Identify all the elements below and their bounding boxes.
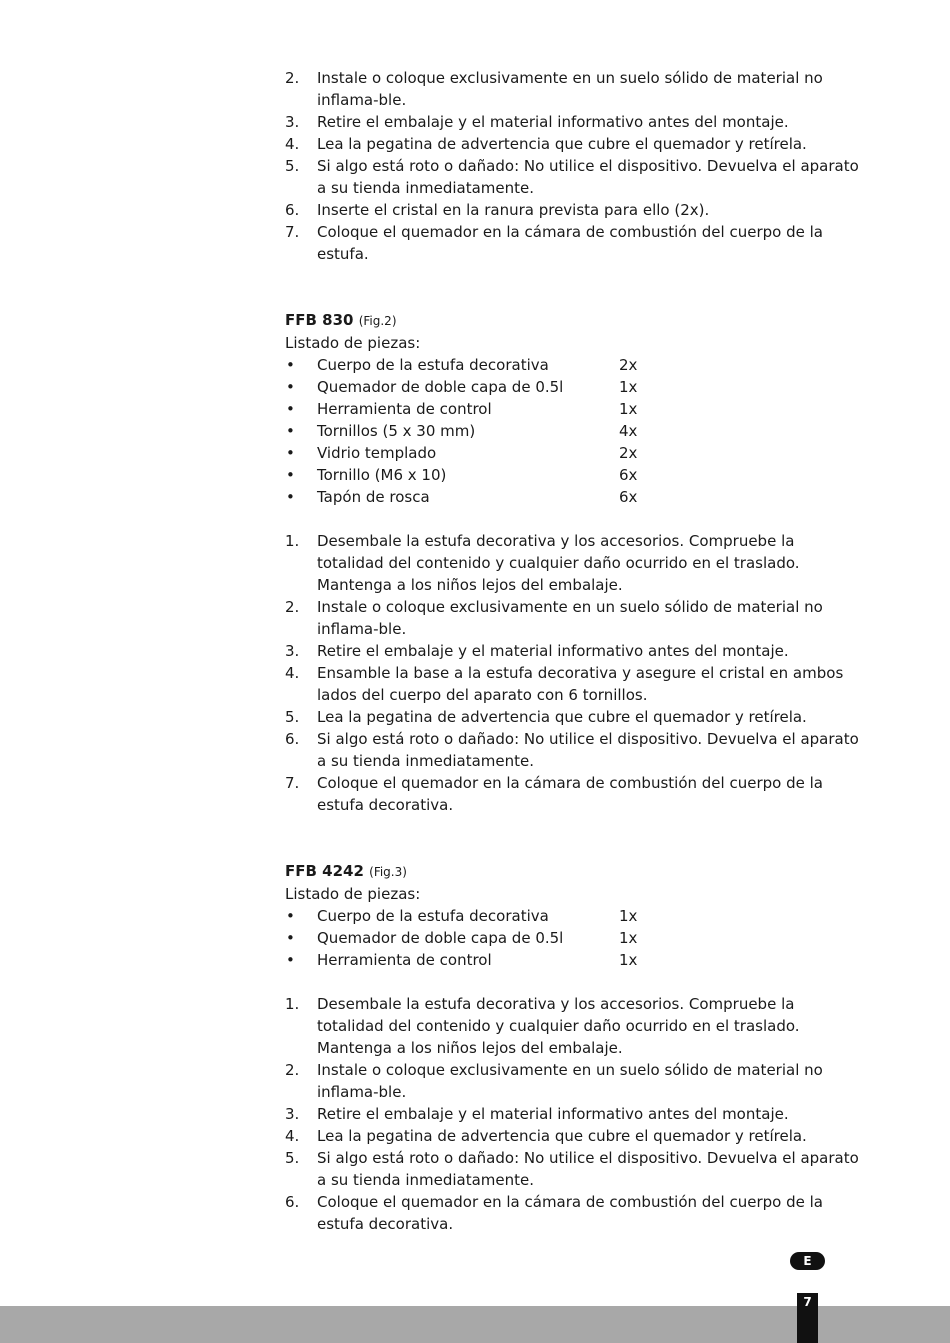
part-name: Quemador de doble capa de 0.5l [317, 929, 564, 947]
list-item [285, 111, 865, 133]
list-item [285, 772, 865, 816]
list-item [285, 376, 865, 398]
part-name: Herramienta de control [317, 951, 492, 969]
parts-list-label: Listado de piezas: [285, 885, 421, 903]
step-number: 5. [285, 1149, 300, 1167]
list-item [285, 199, 865, 221]
page-content [285, 67, 865, 1235]
list-item [285, 706, 865, 728]
step-text: Si algo está roto o dañado: No utilice el dispositivo. Devuelva el aparato a su tienda inmediatamente. [317, 730, 859, 770]
step-number: 2. [285, 1061, 300, 1079]
bullet-icon: • [286, 444, 295, 462]
step-text: Si algo está roto o dañado: No utilice el dispositivo. Devuelva el aparato a su tienda inmediatamente. [317, 1149, 859, 1189]
step-number: 4. [285, 1127, 300, 1145]
list-item [285, 596, 865, 640]
step-text: Desembale la estufa decorativa y los accesorios. Compruebe la totalidad del contenido y cualquier daño ocurrido en el traslado. Mantenga a los niños lejos del embalaje. [317, 532, 800, 594]
step-text: Retire el embalaje y el material informativo antes del montaje. [317, 113, 789, 131]
step-text: Retire el embalaje y el material informativo antes del montaje. [317, 642, 789, 660]
ffb4242-section [285, 860, 865, 1235]
list-item [285, 221, 865, 265]
step-number: 1. [285, 995, 300, 1013]
part-quantity: 1x [619, 951, 638, 969]
step-number: 5. [285, 157, 300, 175]
step-number: 2. [285, 598, 300, 616]
list-item [285, 67, 865, 111]
step-number: 3. [285, 642, 300, 660]
ffb830-section [285, 309, 865, 816]
part-quantity: 1x [619, 378, 638, 396]
parts-list-label: Listado de piezas: [285, 334, 421, 352]
part-name: Cuerpo de la estufa decorativa [317, 356, 549, 374]
list-item [285, 949, 865, 971]
step-number: 1. [285, 532, 300, 550]
bullet-icon: • [286, 466, 295, 484]
step-number: 6. [285, 730, 300, 748]
step-text: Ensamble la base a la estufa decorativa y asegure el cristal en ambos lados del cuerpo del aparato con 6 tornillos. [317, 664, 844, 704]
step-text: Coloque el quemador en la cámara de combustión del cuerpo de la estufa. [317, 223, 823, 263]
list-item [285, 442, 865, 464]
list-item [285, 927, 865, 949]
step-text: Coloque el quemador en la cámara de combustión del cuerpo de la estufa decorativa. [317, 1193, 823, 1233]
list-item [285, 486, 865, 508]
model-title: FFB 830 [285, 311, 354, 329]
list-item [285, 993, 865, 1059]
list-item [285, 464, 865, 486]
step-text: Inserte el cristal en la ranura prevista para ello (2x). [317, 201, 710, 219]
part-name: Herramienta de control [317, 400, 492, 418]
list-item [285, 133, 865, 155]
page-number: 7 [797, 1293, 818, 1343]
list-item [285, 1059, 865, 1103]
step-number: 3. [285, 113, 300, 131]
list-item [285, 905, 865, 927]
step-text: Retire el embalaje y el material informativo antes del montaje. [317, 1105, 789, 1123]
bullet-icon: • [286, 422, 295, 440]
figure-reference: (Fig.3) [369, 865, 407, 879]
spacer [285, 508, 865, 530]
list-item [285, 155, 865, 199]
step-text: Instale o coloque exclusivamente en un suelo sólido de material no inflama-ble. [317, 69, 823, 109]
assembly-steps-list [285, 530, 865, 816]
step-text: Coloque el quemador en la cámara de combustión del cuerpo de la estufa decorativa. [317, 774, 823, 814]
bullet-icon: • [286, 488, 295, 506]
step-text: Instale o coloque exclusivamente en un suelo sólido de material no inflama-ble. [317, 598, 823, 638]
language-badge: E [790, 1252, 825, 1270]
step-number: 6. [285, 1193, 300, 1211]
list-item [285, 354, 865, 376]
part-name: Tornillos (5 x 30 mm) [317, 422, 476, 440]
part-quantity: 1x [619, 929, 638, 947]
part-quantity: 1x [619, 907, 638, 925]
step-number: 7. [285, 223, 300, 241]
step-number: 4. [285, 135, 300, 153]
part-quantity: 4x [619, 422, 638, 440]
list-item [285, 1103, 865, 1125]
list-item [285, 1147, 865, 1191]
figure-reference: (Fig.2) [358, 314, 397, 328]
list-item [285, 1125, 865, 1147]
step-number: 2. [285, 69, 300, 87]
step-text: Lea la pegatina de advertencia que cubre el quemador y retírela. [317, 1127, 807, 1145]
bullet-icon: • [286, 378, 295, 396]
step-number: 3. [285, 1105, 300, 1123]
step-text: Desembale la estufa decorativa y los accesorios. Compruebe la totalidad del contenido y cualquier daño ocurrido en el traslado. Mantenga a los niños lejos del embalaje. [317, 995, 800, 1057]
part-name: Vidrio templado [317, 444, 437, 462]
step-text: Lea la pegatina de advertencia que cubre el quemador y retírela. [317, 708, 807, 726]
part-quantity: 1x [619, 400, 638, 418]
spacer [285, 971, 865, 993]
section-heading [285, 309, 865, 332]
step-number: 6. [285, 201, 300, 219]
intro-steps-list [285, 67, 865, 265]
list-item [285, 662, 865, 706]
part-name: Cuerpo de la estufa decorativa [317, 907, 549, 925]
step-text: Si algo está roto o dañado: No utilice el dispositivo. Devuelva el aparato a su tienda inmediatamente. [317, 157, 859, 197]
list-item [285, 420, 865, 442]
model-title: FFB 4242 [285, 862, 364, 880]
step-number: 5. [285, 708, 300, 726]
part-quantity: 2x [619, 444, 638, 462]
part-name: Tapón de rosca [317, 488, 430, 506]
part-name: Quemador de doble capa de 0.5l [317, 378, 564, 396]
part-quantity: 6x [619, 488, 638, 506]
bullet-icon: • [286, 951, 295, 969]
part-quantity: 6x [619, 466, 638, 484]
bullet-icon: • [286, 907, 295, 925]
part-quantity: 2x [619, 356, 638, 374]
list-item [285, 728, 865, 772]
parts-list [285, 354, 865, 508]
step-number: 7. [285, 774, 300, 792]
list-item [285, 398, 865, 420]
section-heading [285, 860, 865, 883]
list-item [285, 1191, 865, 1235]
bullet-icon: • [286, 356, 295, 374]
bullet-icon: • [286, 400, 295, 418]
list-item [285, 640, 865, 662]
parts-list [285, 905, 865, 971]
list-item [285, 530, 865, 596]
step-number: 4. [285, 664, 300, 682]
bullet-icon: • [286, 929, 295, 947]
assembly-steps-list [285, 993, 865, 1235]
part-name: Tornillo (M6 x 10) [317, 466, 447, 484]
step-text: Lea la pegatina de advertencia que cubre el quemador y retírela. [317, 135, 807, 153]
step-text: Instale o coloque exclusivamente en un suelo sólido de material no inflama-ble. [317, 1061, 823, 1101]
